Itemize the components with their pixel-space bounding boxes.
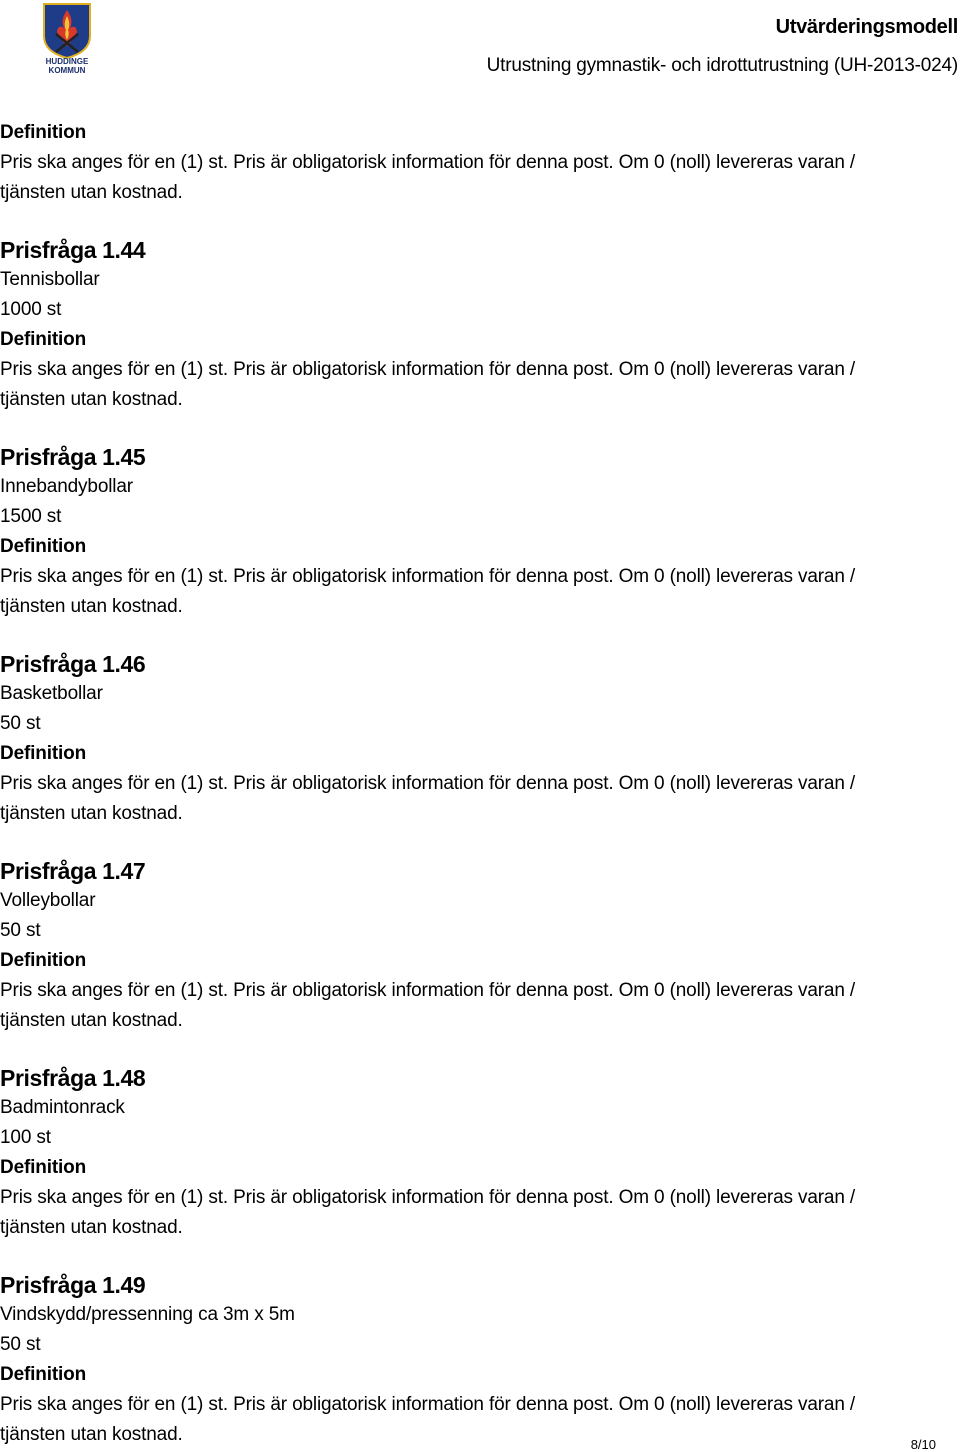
definition-block [0,118,940,208]
item-quantity: 50 st [0,1334,41,1355]
price-question-1-44 [0,235,940,415]
definition-text-line-1: Pris ska anges för en (1) st. Pris är obligatorisk information för denna post. Om 0 (noll) levereras varan / [0,773,855,794]
logo-line-1: HUDDINGE [45,57,89,66]
definition-text-line-1: Pris ska anges för en (1) st. Pris är obligatorisk information för denna post. Om 0 (noll) levereras varan / [0,1187,855,1208]
item-quantity: 1500 st [0,506,62,527]
item-name: Vindskydd/pressenning ca 3m x 5m [0,1304,295,1325]
definition-text-line-1: Pris ska anges för en (1) st. Pris är obligatorisk information för denna post. Om 0 (noll) levereras varan / [0,980,855,1001]
logo-line-2: KOMMUN [48,66,86,75]
definition-label: Definition [0,950,87,971]
definition-text-line-2: tjänsten utan kostnad. [0,1010,183,1031]
item-name: Volleybollar [0,890,96,911]
item-quantity: 50 st [0,920,41,941]
item-name: Tennisbollar [0,269,100,290]
item-name: Basketbollar [0,683,103,704]
item-quantity: 100 st [0,1127,51,1148]
definition-label: Definition [0,743,87,764]
price-question-1-48 [0,1063,940,1243]
definition-label: Definition [0,536,87,557]
definition-label: Definition [0,1364,87,1385]
question-title: Prisfråga 1.44 [0,237,146,263]
price-question-1-47 [0,856,940,1036]
question-title: Prisfråga 1.46 [0,651,146,677]
definition-label: Definition [0,329,87,350]
item-name: Innebandybollar [0,476,133,497]
price-question-1-45 [0,442,940,622]
definition-text-line-1: Pris ska anges för en (1) st. Pris är obligatorisk information för denna post. Om 0 (noll) levereras varan / [0,1394,855,1415]
page-header [0,0,960,90]
definition-text-line-2: tjänsten utan kostnad. [0,182,183,203]
price-question-1-49 [0,1270,940,1450]
definition-text-line-2: tjänsten utan kostnad. [0,1424,183,1445]
definition-text-line-2: tjänsten utan kostnad. [0,803,183,824]
question-title: Prisfråga 1.48 [0,1065,146,1091]
item-quantity: 50 st [0,713,41,734]
item-name: Badmintonrack [0,1097,125,1118]
definition-text-line-1: Pris ska anges för en (1) st. Pris är obligatorisk information för denna post. Om 0 (noll) levereras varan / [0,359,855,380]
page-number: 8/10 [910,1437,936,1452]
definition-text-line-1: Pris ska anges för en (1) st. Pris är obligatorisk information för denna post. Om 0 (noll) levereras varan / [0,566,855,587]
definition-label: Definition [0,122,87,143]
definition-label: Definition [0,1157,87,1178]
question-title: Prisfråga 1.47 [0,858,146,884]
question-title: Prisfråga 1.49 [0,1272,146,1298]
document-title: Utvärderingsmodell [775,16,958,38]
definition-text-line-2: tjänsten utan kostnad. [0,1217,183,1238]
price-question-1-46 [0,649,940,829]
document-subtitle: Utrustning gymnastik- och idrottutrustning (UH-2013-024) [486,55,958,76]
definition-text-line-1: Pris ska anges för en (1) st. Pris är obligatorisk information för denna post. Om 0 (noll) levereras varan / [0,152,855,173]
question-title: Prisfråga 1.45 [0,444,146,470]
definition-text-line-2: tjänsten utan kostnad. [0,389,183,410]
document-body [0,118,940,1450]
item-quantity: 1000 st [0,299,62,320]
definition-text-line-2: tjänsten utan kostnad. [0,596,183,617]
logo-text [36,57,98,75]
